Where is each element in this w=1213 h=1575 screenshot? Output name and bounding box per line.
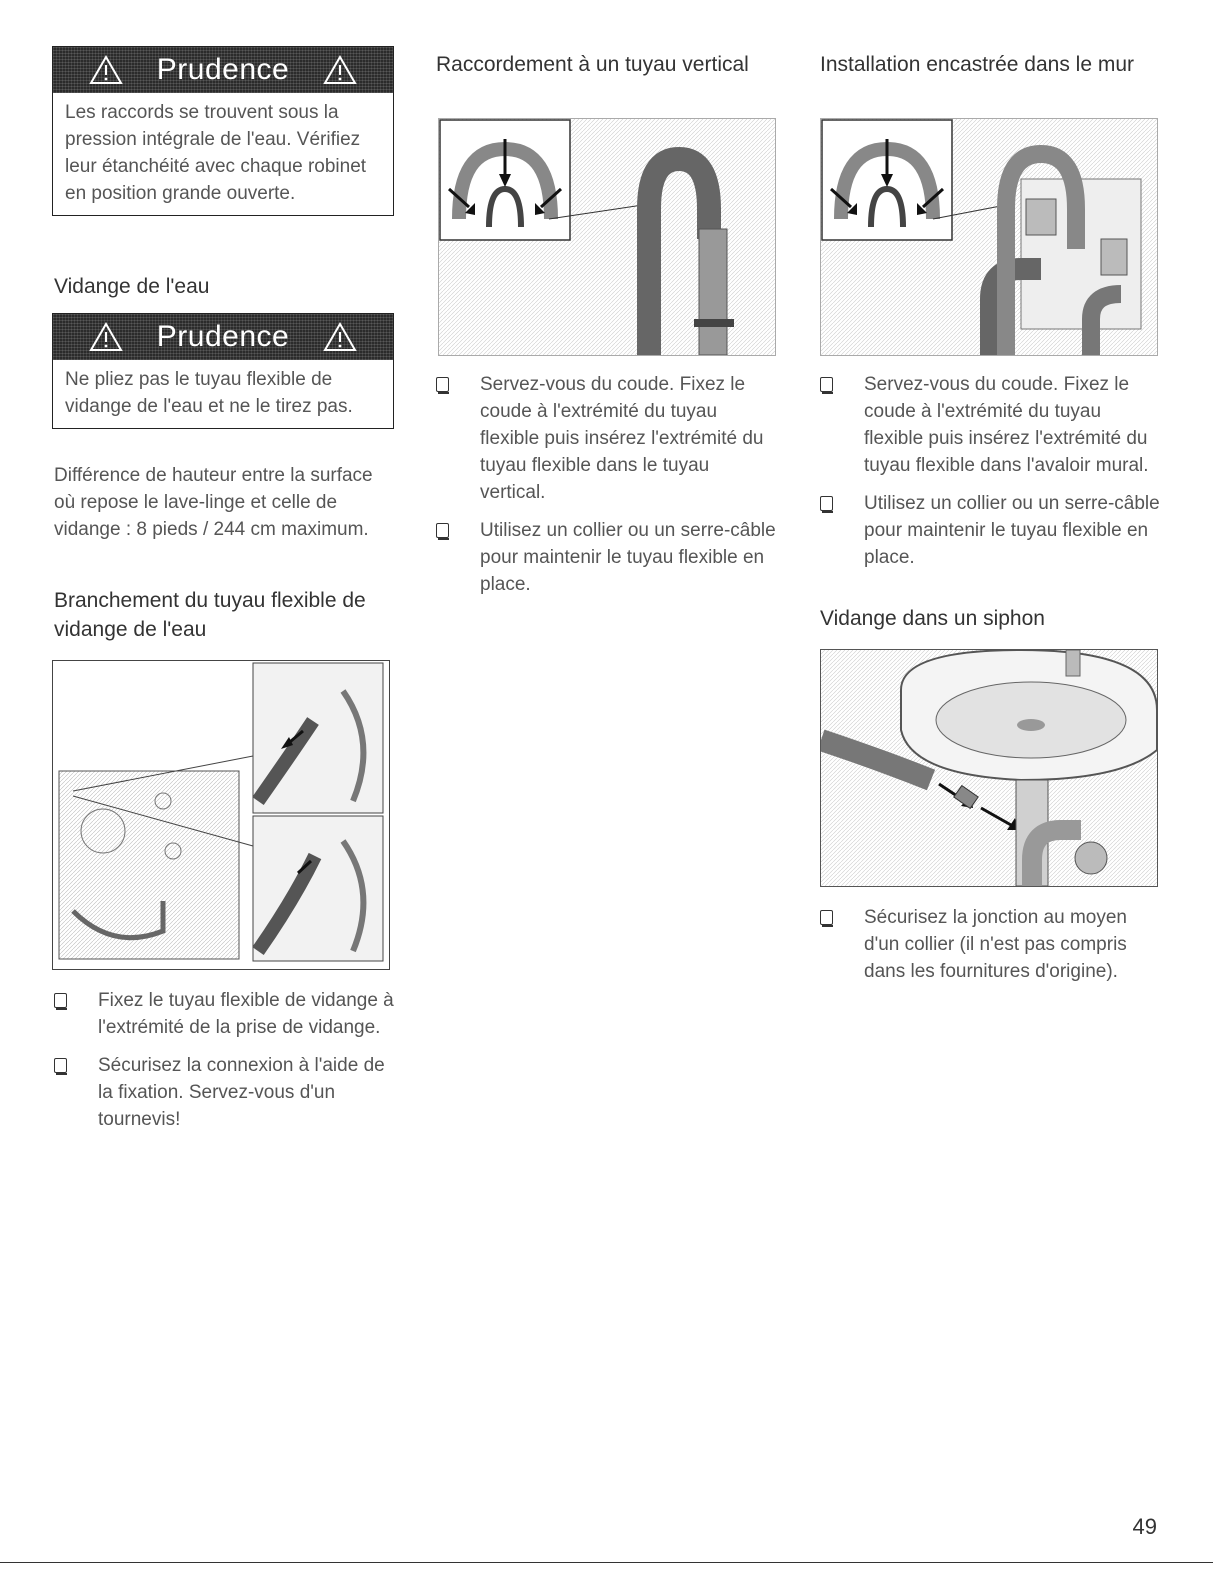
height-difference-text: Différence de hauteur entre la surface où repose le lave-linge et celle de vidange : 8 pieds / 244 cm maximum.: [54, 465, 373, 540]
list-item: Servez-vous du coude. Fixez le coude à l'extrémité du tuyau flexible puis insérez l'extrémité du tuyau flexible dans l'avaloir mural.: [820, 371, 1160, 479]
section-heading-vertical: Raccordement à un tuyau vertical: [436, 53, 749, 76]
vertical-pipe-illustration: [438, 118, 776, 356]
wall-steps: [820, 371, 1160, 582]
caution-text: Les raccords se trouvent sous la pression intégrale de l'eau. Vérifiez leur étanchéité avec chaque robinet en position grande ouverte.: [65, 102, 367, 204]
caution-title: Prudence: [156, 53, 290, 86]
caution-header: [53, 314, 393, 360]
list-item: Sécurisez la connexion à l'aide de la fixation. Servez-vous d'un tournevis!: [54, 1052, 394, 1133]
footer-divider: [0, 1562, 1213, 1563]
siphon-steps: [820, 904, 1160, 996]
checkbox-bullet-icon: [54, 993, 67, 1008]
caution-title: Prudence: [156, 320, 290, 353]
list-item: Servez-vous du coude. Fixez le coude à l'extrémité du tuyau flexible puis insérez l'extrémité du tuyau flexible dans le tuyau vertical.: [436, 371, 776, 506]
list-item: Utilisez un collier ou un serre-câble pour maintenir le tuyau flexible en place.: [436, 517, 776, 598]
section-heading-branchement: Branchement du tuyau flexible de vidange de l'eau: [54, 589, 366, 641]
checkbox-bullet-icon: [820, 377, 833, 392]
drain-hose-connection-illustration: [52, 660, 390, 970]
checkbox-bullet-icon: [54, 1058, 67, 1073]
caution-header: [53, 47, 393, 93]
wall-drain-illustration: [820, 118, 1158, 356]
list-item: Utilisez un collier ou un serre-câble pour maintenir le tuyau flexible en place.: [820, 490, 1160, 571]
siphon-drain-illustration: [820, 649, 1158, 887]
warning-icon: [89, 322, 123, 352]
branchement-steps: [54, 987, 394, 1144]
section-heading-siphon: Vidange dans un siphon: [820, 607, 1045, 630]
checkbox-bullet-icon: [820, 496, 833, 511]
section-heading-vidange: Vidange de l'eau: [54, 275, 210, 298]
caution-box-2: [52, 313, 394, 429]
checkbox-bullet-icon: [820, 910, 833, 925]
warning-icon: [89, 55, 123, 85]
checkbox-bullet-icon: [436, 377, 449, 392]
checkbox-bullet-icon: [436, 523, 449, 538]
caution-text: Ne pliez pas le tuyau flexible de vidange de l'eau et ne le tirez pas.: [65, 369, 353, 417]
warning-icon: [323, 322, 357, 352]
warning-icon: [323, 55, 357, 85]
list-item: Sécurisez la jonction au moyen d'un collier (il n'est pas compris dans les fournitures d'origine).: [820, 904, 1160, 985]
caution-box-1: [52, 46, 394, 216]
section-heading-mur: Installation encastrée dans le mur: [820, 53, 1135, 76]
list-item: Fixez le tuyau flexible de vidange à l'extrémité de la prise de vidange.: [54, 987, 394, 1041]
vertical-steps: [436, 371, 776, 609]
page-number: 49: [1132, 1514, 1157, 1539]
